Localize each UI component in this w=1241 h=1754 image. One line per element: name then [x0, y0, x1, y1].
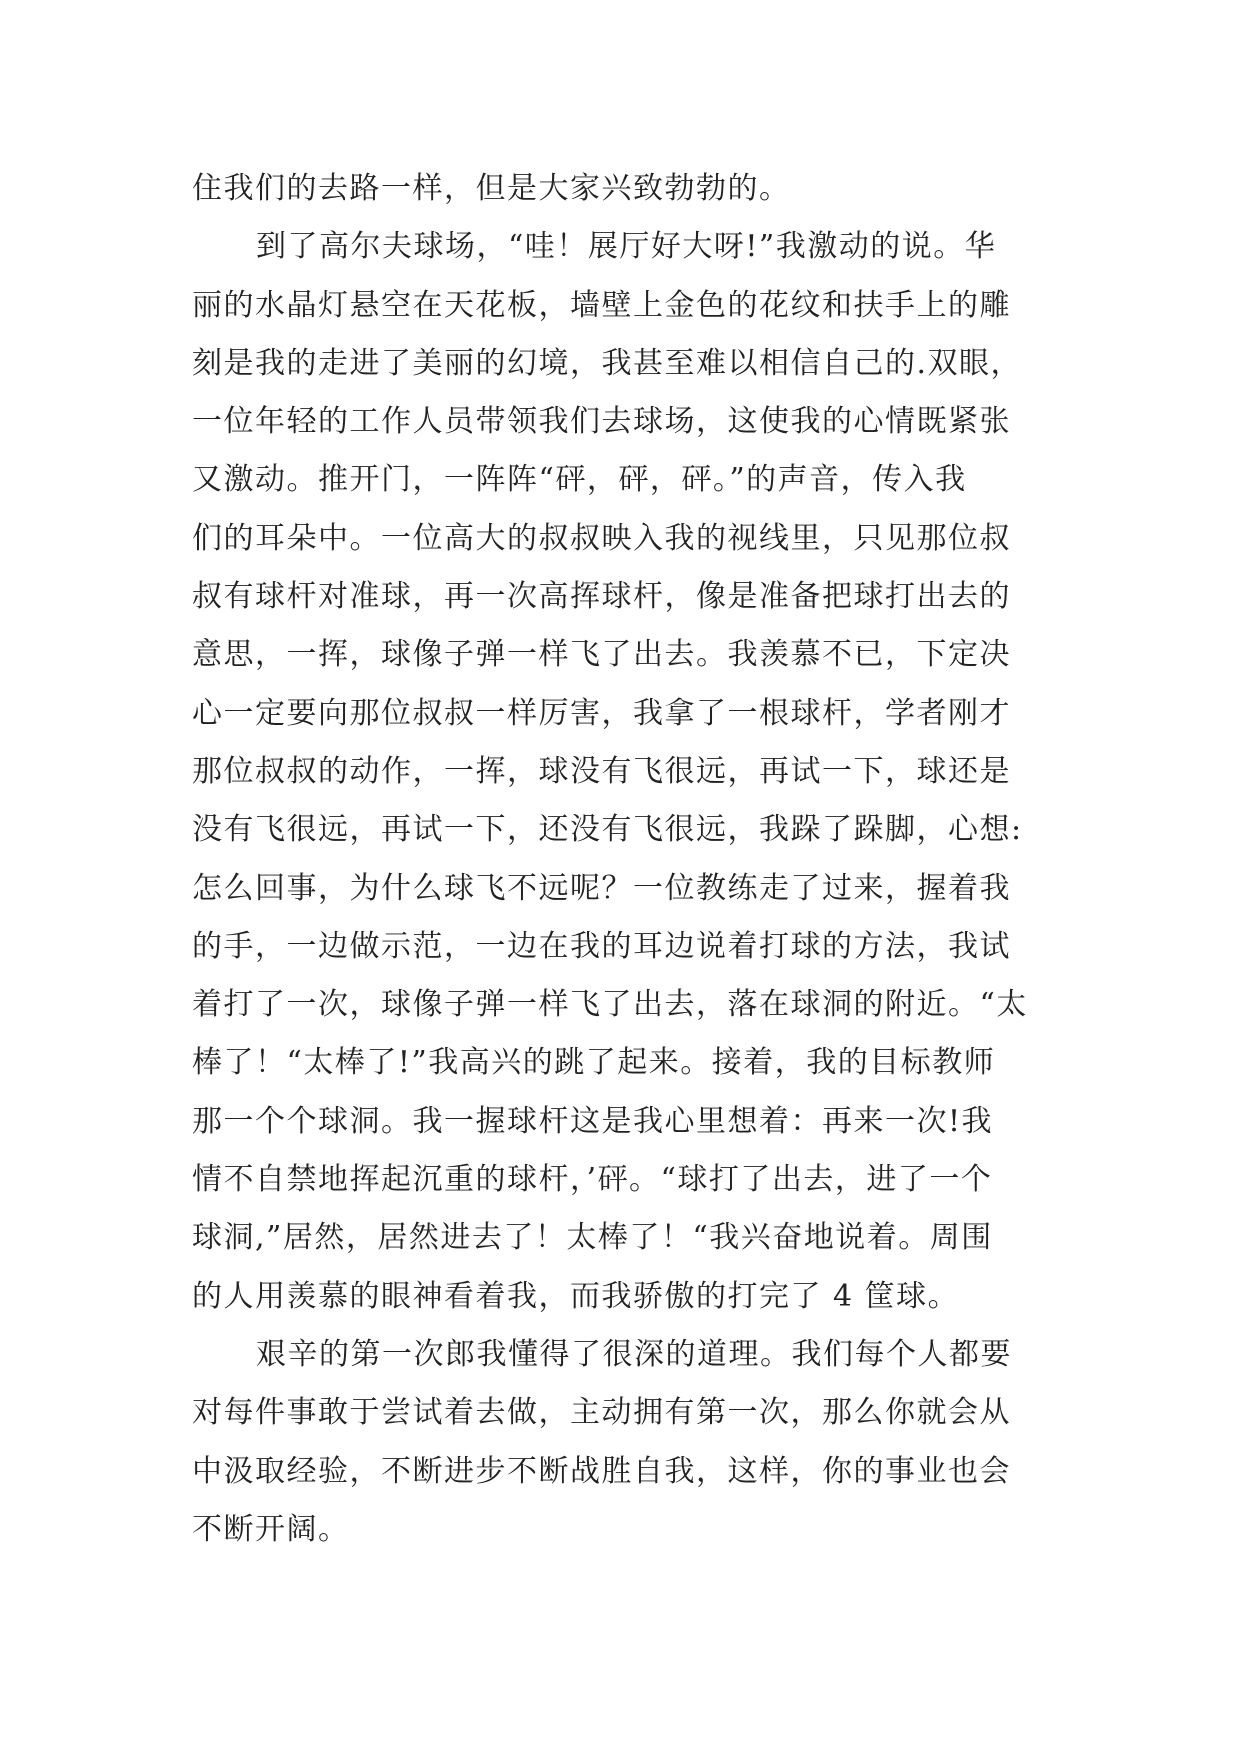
text-line: 着打了一次，球像子弹一样飞了出去，落在球洞的附近。“太: [192, 987, 1028, 1023]
text-line: 怎么回事，为什么球飞不远呢？一位教练走了过来，握着我: [192, 870, 1011, 906]
text-line: 那位叔叔的动作，一挥，球没有飞很远，再试一下，球还是: [192, 753, 1011, 789]
text-line: 中汲取经验，不断进步不断战胜自我，这样，你的事业也会: [192, 1453, 1011, 1489]
text-line: 情不自禁地挥起沉重的球杆，’砰。“球打了出去，进了一个: [192, 1162, 993, 1198]
essay-body: [192, 160, 1052, 1559]
paragraph-first-line: 艰辛的第一次郎我懂得了很深的道理。我们每个人都要: [256, 1336, 1012, 1372]
text-line: 棒了！“太棒了!”我高兴的跳了起来。接着，我的目标教师: [192, 1045, 996, 1081]
text-line: 又激动。推开门，一阵阵“砰，砰，砰。”的声音，传入我: [192, 462, 967, 498]
text-line: 一位年轻的工作人员带领我们去球场，这使我的心情既紧张: [192, 404, 1011, 440]
text-line: 不断开阔。: [192, 1511, 350, 1547]
text-line: 意思，一挥，球像子弹一样飞了出去。我羡慕不已，下定决: [192, 637, 1011, 673]
text-line: 叔有球杆对准球，再一次高挥球杆，像是准备把球打出去的: [192, 579, 1011, 615]
text-line: 心一定要向那位叔叔一样厉害，我拿了一根球杆，学者刚才: [192, 695, 1011, 731]
text-line: 对每件事敢于尝试着去做，主动拥有第一次，那么你就会从: [192, 1395, 1011, 1431]
text-line: 的人用羡慕的眼神看着我，而我骄傲的打完了 4 筐球。: [192, 1278, 960, 1314]
text-line: 住我们的去路一样，但是大家兴致勃勃的。: [192, 171, 791, 206]
text-line: 没有飞很远，再试一下，还没有飞很远，我跺了跺脚，心想:: [192, 812, 1023, 848]
text-line: 球洞,”居然，居然进去了！太棒了！“我兴奋地说着。周围: [192, 1220, 993, 1256]
paragraph-first-line: 到了高尔夫球场，“哇！展厅好大呀!”我激动的说。华: [256, 229, 997, 265]
text-line: 们的耳朵中。一位高大的叔叔映入我的视线里，只见那位叔: [192, 520, 1011, 556]
text-line: 刻是我的走进了美丽的幻境，我甚至难以相信自己的.双眼，: [192, 345, 1023, 381]
text-line: 那一个个球洞。我一握球杆这是我心里想着：再来一次!我: [192, 1103, 994, 1139]
text-line: 的手，一边做示范，一边在我的耳边说着打球的方法，我试: [192, 928, 1011, 964]
text-line: 丽的水晶灯悬空在天花板，墙壁上金色的花纹和扶手上的雕: [192, 287, 1011, 323]
